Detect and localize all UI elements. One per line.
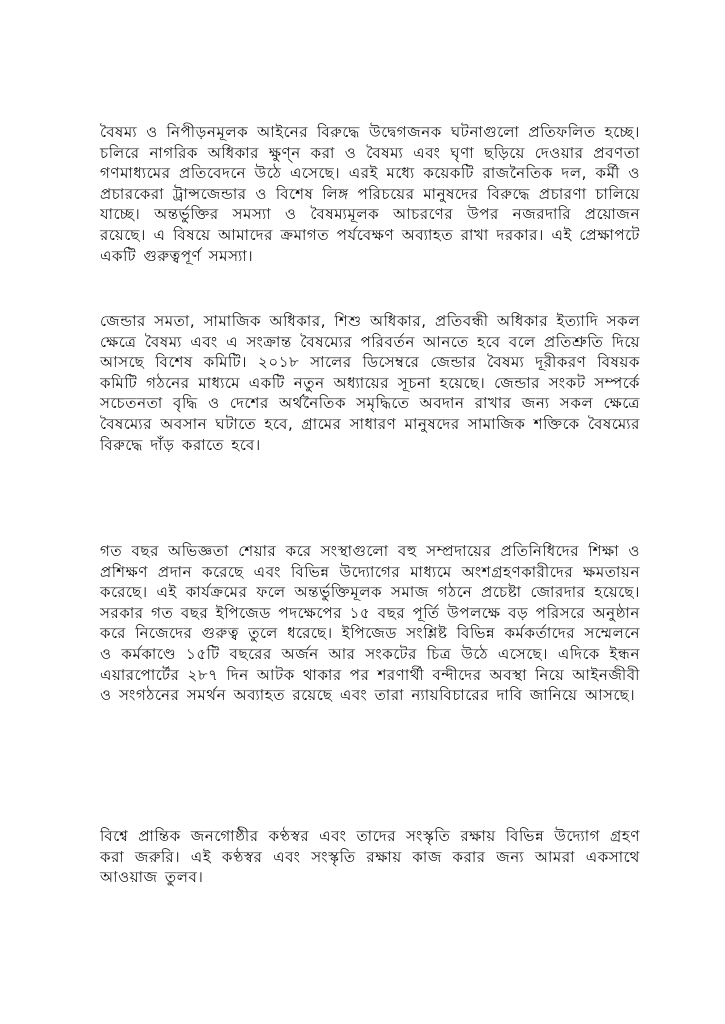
paragraph-text: জেন্ডার সমতা, সামাজিক অধিকার, শিশু অধিকার, প্রতিবন্ধী অধিকার ইত্যাদি সকল ক্ষেত্রে বৈষম্য এবং এ সংক্রান্ত বৈষম্যের পরিবর্তন আনতে হবে বলে প্রতিশ্রুতি দিয়ে আসছে বিশেষ কমিটি। ২০১৮ সালের ডিসেম্বরে জেন্ডার বৈষম্য দূরীকরণ বিষয়ক কমিটি গঠনের মাধ্যমে একটি নতুন অধ্যায়ের সূচনা হয়েছে। জেন্ডার সংকট সম্পর্কে সচেতনতা বৃদ্ধি ও দেশের অর্থনৈতিক সমৃদ্ধিতে অবদান রাখার জন্য সকল ক্ষেত্রে বৈষম্যের অবসান ঘটাতে হবে, গ্রামের সাধারণ মানুষদের সামাজিক শক্তিকে বৈষম্যের বিরুদ্ধে দাঁড় করাতে হবে। bbox=[100, 312, 640, 454]
paragraph-text: বৈষম্য ও নিপীড়নমূলক আইনের বিরুদ্ধে উদ্বেগজনক ঘটনাগুলো প্রতিফলিত হচ্ছে। চলিরে নাগরিক অধিকার ক্ষুণ্ন করা ও বৈষম্য এবং ঘৃণা ছড়িয়ে দেওয়ার প্রবণতা গণমাধ্যমের প্রতিবেদনে উঠে এসেছে। এরই মধ্যে কয়েকটি রাজনৈতিক দল, কর্মী ও প্রচারকেরা ট্রান্সজেন্ডার ও বিশেষ লিঙ্গ পরিচয়ের মানুষদের বিরুদ্ধে প্রচারণা চালিয়ে যাচ্ছে। অন্তর্ভুক্তির সমস্যা ও বৈষম্যমূলক আচরণের উপর নজরদারি প্রয়োজন রয়েছে। এ বিষয়ে আমাদের ক্রমাগত পর্যবেক্ষণ অব্যাহত রাখা দরকার। এই প্রেক্ষাপটে একটি গুরুত্বপূর্ণ সমস্যা। bbox=[100, 123, 641, 265]
paragraph-1 bbox=[100, 122, 640, 266]
paragraph-text: গত বছর অভিজ্ঞতা শেয়ার করে সংস্থাগুলো বহু সম্প্রদায়ের প্রতিনিধিদের শিক্ষা ও প্রশিক্ষণ প্রদান করেছে এবং বিভিন্ন উদ্যোগের মাধ্যমে অংশগ্রহণকারীদের ক্ষমতায়ন করেছে। এই কার্যক্রমের ফলে অন্তর্ভুক্তিমূলক সমাজ গঠনে প্রচেষ্টা জোরদার হয়েছে। সরকার গত বছর ইপিজেড পদক্ষেপের ১৫ বছর পূর্তি উপলক্ষে বড় পরিসরে অনুষ্ঠান করে নিজেদের গুরুত্ব তুলে ধরেছে। ইপিজেড সংশ্লিষ্ট বিভিন্ন কর্মকর্তাদের সম্মেলনে ও কর্মকাণ্ডে ১৫টি বছরের অর্জন আর সংকটের চিত্র উঠে এসেছে। এদিকে ইন্ধন এয়ারপোর্টের ২৮৭ দিন আটক থাকার পর শরণার্থী বন্দীদের অবস্থা নিয়ে আইনজীবী ও সংগঠনের সমর্থন অব্যাহত রয়েছে এবং তারা ন্যায়বিচারের দাবি জানিয়ে আসছে। bbox=[100, 542, 640, 705]
paragraph-text: বিশ্বে প্রান্তিক জনগোষ্ঠীর কণ্ঠস্বর এবং তাদের সংস্কৃতি রক্ষায় বিভিন্ন উদ্যোগ গ্রহণ করা জরুরি। এই কণ্ঠস্বর এবং সংস্কৃতি রক্ষায় কাজ করার জন্য আমরা একসাথে আওয়াজ তুলব। bbox=[100, 827, 640, 887]
paragraph-3 bbox=[100, 541, 640, 706]
paragraph-4 bbox=[100, 826, 640, 888]
paragraph-2 bbox=[100, 311, 640, 455]
